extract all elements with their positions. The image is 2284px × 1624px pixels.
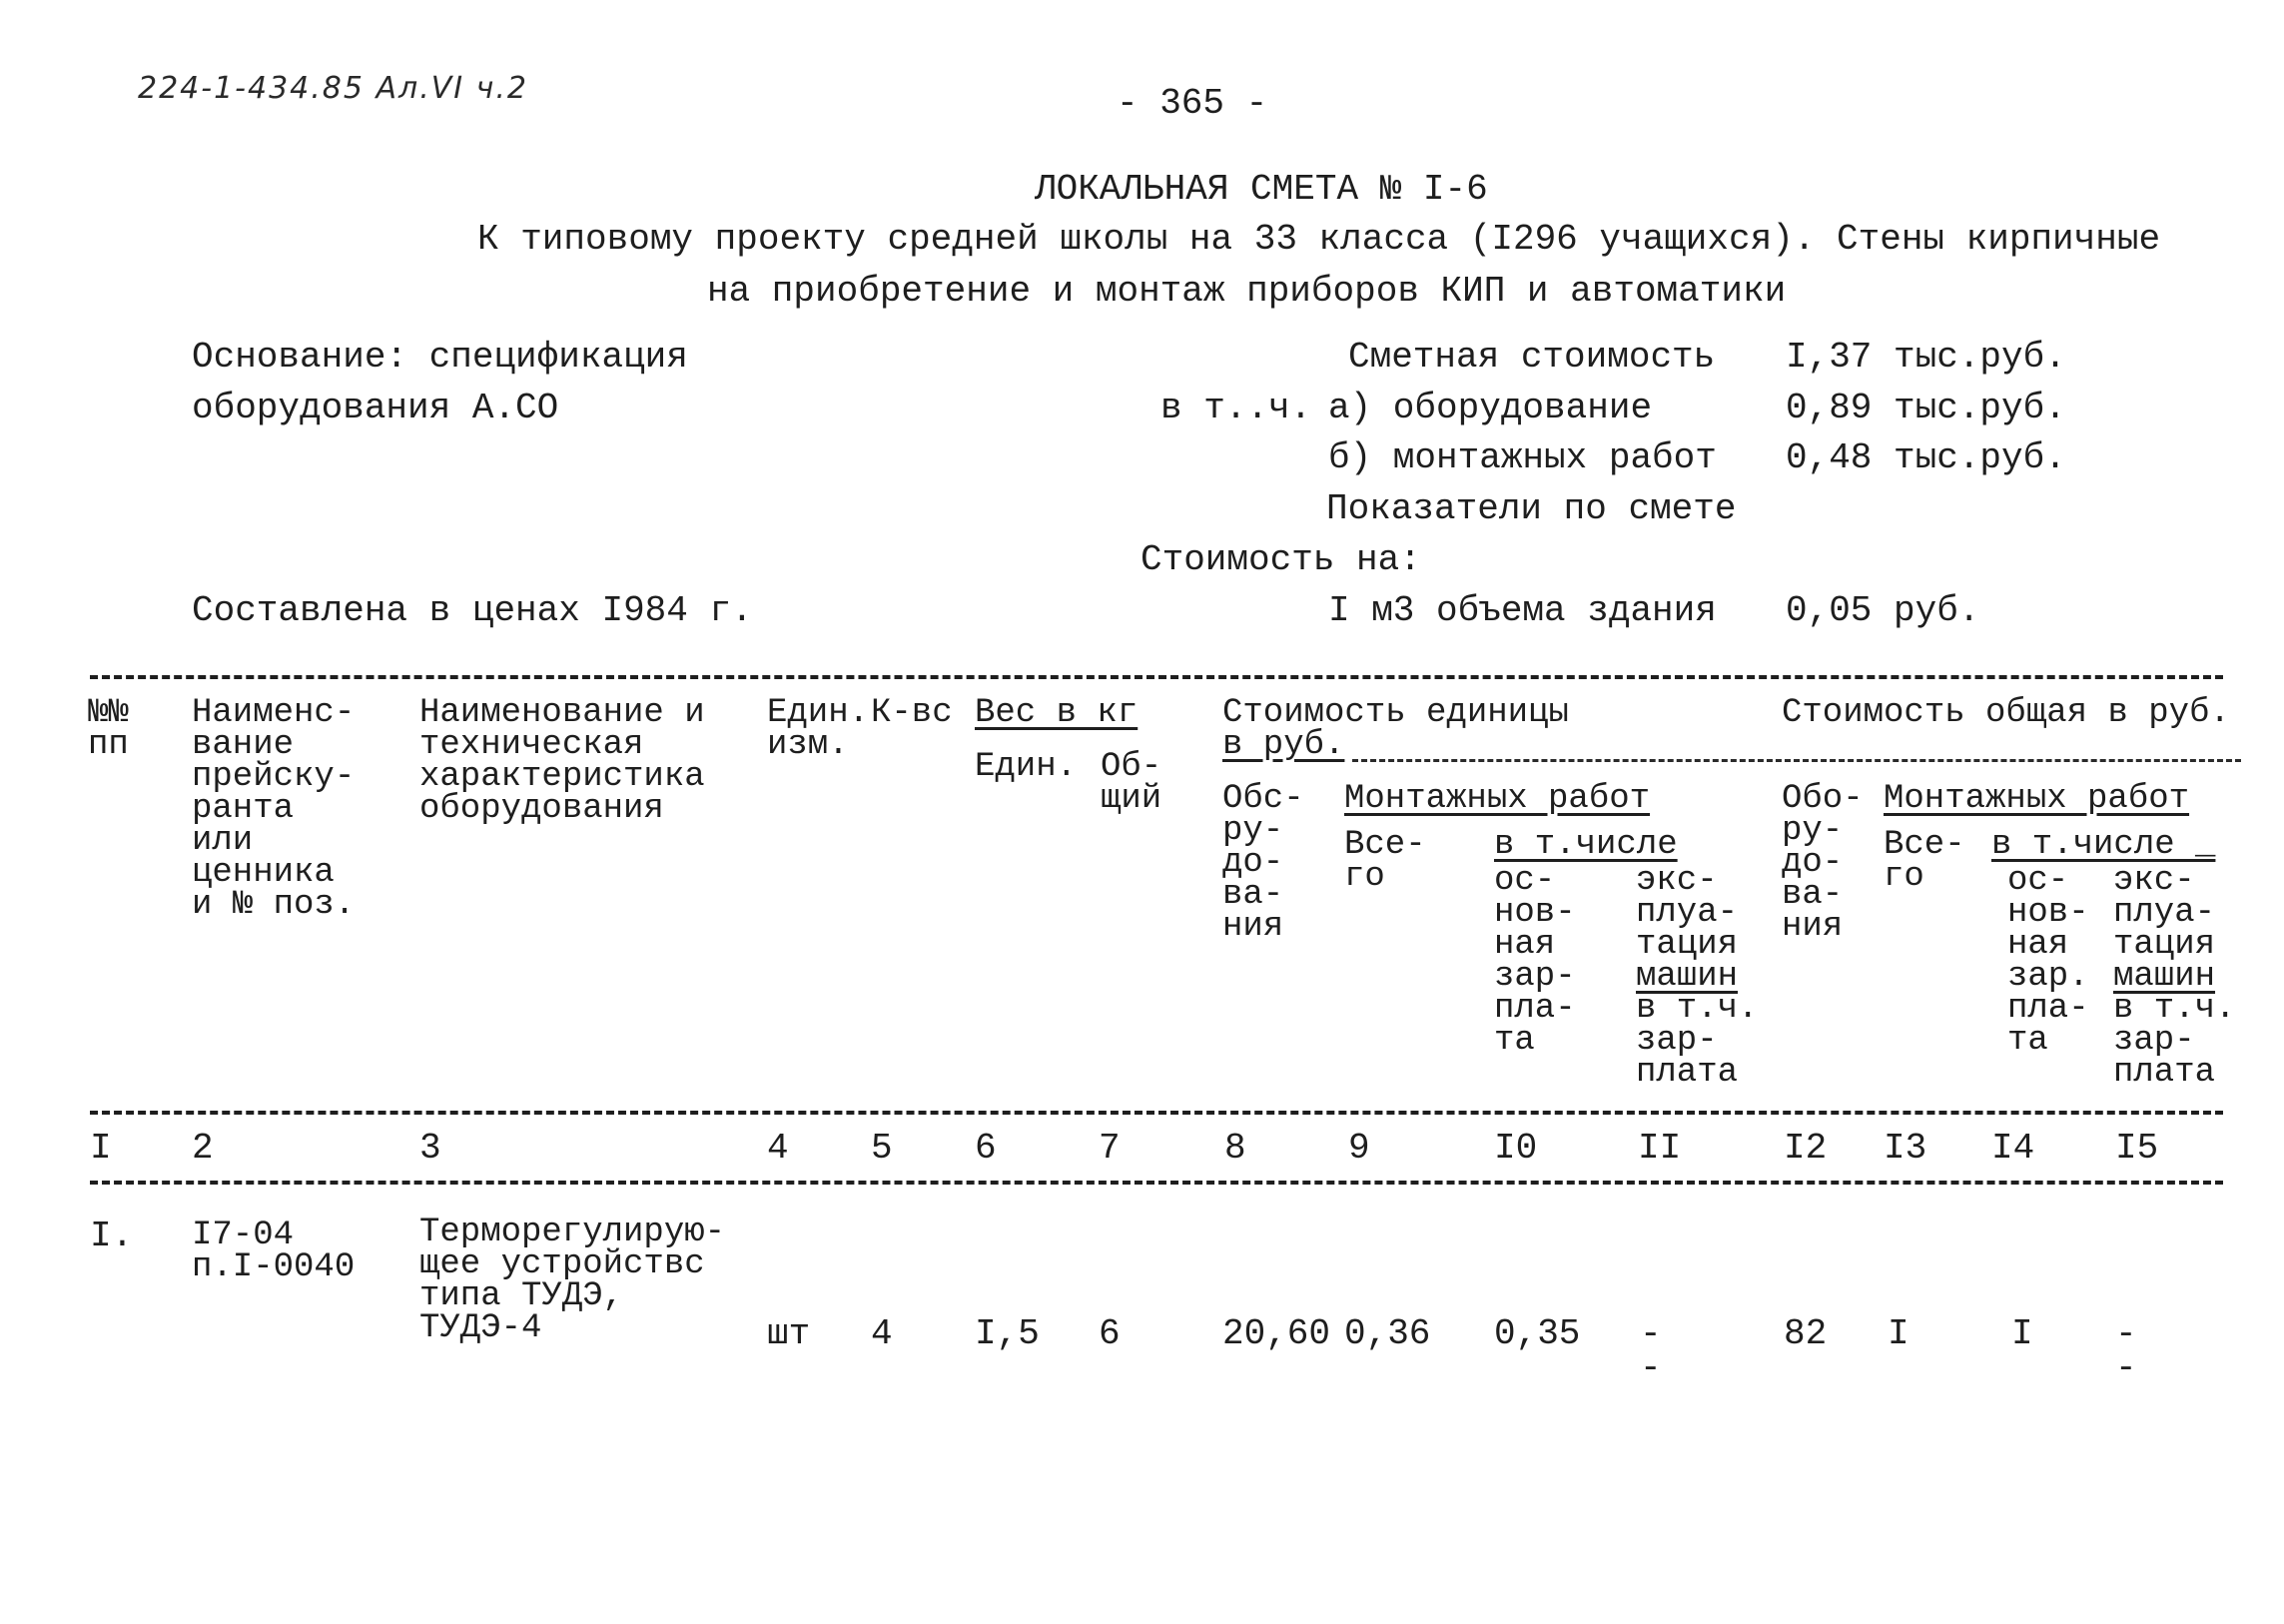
row-quantity: 4	[871, 1313, 893, 1354]
header-weight-unit: Един.	[975, 748, 1078, 786]
header-number: №№ пп	[88, 694, 129, 764]
header-unit-2: изм.	[767, 726, 849, 764]
header-price-list: Наименс- вание прейску- ранта или ценника и № поз.	[192, 694, 356, 924]
column-number: 8	[1224, 1128, 1246, 1169]
cost-value: I,37 тыс.руб.	[1786, 337, 2066, 378]
header-unit-cost: Стоимость единицы	[1222, 694, 1569, 732]
row-equipment-unit-cost: 20,60	[1222, 1313, 1331, 1354]
column-number: 9	[1348, 1128, 1370, 1169]
column-number: I3	[1884, 1128, 1927, 1169]
basis-line-2: оборудования А.СО	[192, 388, 559, 428]
column-number-rule	[90, 1181, 2223, 1185]
equipment-label: а) оборудование	[1328, 388, 1653, 428]
row-equipment-total: 82	[1784, 1313, 1828, 1354]
column-number: 6	[975, 1128, 997, 1169]
header-machine-unit-3: в т.ч. зар- плата	[1636, 990, 1759, 1092]
header-mount-total: Все- го	[1884, 826, 1965, 896]
cost-per-label: Стоимость на:	[1141, 539, 1421, 580]
document-title: ЛОКАЛЬНАЯ СМЕТА № I-6	[1035, 169, 1488, 210]
header-mounting: Монтажных работ	[1344, 780, 1651, 818]
header-mounting-2: Монтажных работ	[1884, 780, 2190, 818]
column-number: I5	[2115, 1128, 2159, 1169]
including-prefix: в т..ч.	[1160, 388, 1312, 428]
header-machine-total-3: в т.ч. зар- плата	[2113, 990, 2236, 1092]
row-unit: шт	[767, 1313, 811, 1354]
row-weight-unit: I,5	[975, 1313, 1040, 1354]
column-number: 2	[192, 1128, 214, 1169]
row-machine-unit-wage: -	[1640, 1347, 1662, 1388]
row-price-ref-2: п.I-0040	[192, 1248, 356, 1286]
header-bottom-rule	[90, 1111, 2223, 1115]
header-total-cost: Стоимость общая в руб.	[1782, 694, 2230, 732]
header-sub-rule	[1352, 759, 2241, 762]
column-number: I0	[1494, 1128, 1538, 1169]
row-mount-total: I	[1888, 1313, 1909, 1354]
header-quantity: К-вс	[871, 694, 953, 732]
header-machine-unit: экс- плуа- тация	[1636, 862, 1739, 964]
header-equipment-total: Обо- ру- до- ва- ния	[1782, 780, 1864, 946]
mounting-label: б) монтажных работ	[1328, 437, 1717, 478]
column-number: 3	[419, 1128, 441, 1169]
equipment-value: 0,89 тыс.руб.	[1786, 388, 2066, 428]
volume-label: I м3 объема здания	[1328, 590, 1717, 631]
column-number: I	[90, 1128, 112, 1169]
row-mount-total-unit: 0,36	[1344, 1313, 1431, 1354]
header-equipment-name: Наименование и техническая характеристика оборудования	[419, 694, 705, 828]
row-weight-total: 6	[1099, 1313, 1121, 1354]
volume-value: 0,05 руб.	[1786, 590, 1980, 631]
document-code: 224-1-434.85 Ал.VI ч.2	[138, 71, 528, 106]
mounting-value: 0,48 тыс.руб.	[1786, 437, 2066, 478]
header-mount-total-unit: Все- го	[1344, 826, 1426, 896]
header-wage-unit: ос- нов- ная зар- пла- та	[1494, 862, 1576, 1060]
row-equipment-name: Терморегулирую- щее устройствс типа ТУДЭ, ТУДЭ-4	[419, 1214, 726, 1347]
column-number: 4	[767, 1128, 789, 1169]
header-including-2: в т.числе _	[1991, 826, 2216, 864]
basis-line-1: Основание: спецификация	[192, 337, 688, 378]
subtitle-line-1: К типовому проекту средней школы на 33 класса (I296 учащихся). Стены кирпичные	[477, 219, 2161, 260]
page-number: - 365 -	[1117, 83, 1268, 124]
column-number: II	[1638, 1128, 1682, 1169]
row-wage-unit: 0,35	[1494, 1313, 1581, 1354]
row-machine-total: -	[2115, 1313, 2137, 1354]
row-machine-total-wage: -	[2115, 1347, 2137, 1388]
header-machine-unit-2: машин	[1636, 958, 1739, 996]
header-unit: Един.	[767, 694, 870, 732]
header-machine-total: экс- плуа- тация	[2113, 862, 2216, 964]
subtitle-line-2: на приобретение и монтаж приборов КИП и автоматики	[707, 271, 1787, 312]
column-number: 5	[871, 1128, 893, 1169]
header-machine-total-2: машин	[2113, 958, 2216, 996]
column-number: I4	[1991, 1128, 2035, 1169]
row-number: I.	[90, 1216, 134, 1256]
row-machine-unit: -	[1640, 1313, 1662, 1354]
header-unit-cost-2: в руб.	[1222, 726, 1345, 764]
header-weight: Вес в кг	[975, 694, 1139, 732]
header-weight-total: Об- щий	[1101, 748, 1162, 818]
header-wage-total: ос- нов- ная зар. пла- та	[2007, 862, 2089, 1060]
column-number: I2	[1784, 1128, 1828, 1169]
table-top-rule	[90, 675, 2223, 679]
indicators-label: Показатели по смете	[1326, 488, 1737, 529]
header-equipment-unit: Обс- ру- до- ва- ния	[1222, 780, 1304, 946]
compiled-prices: Составлена в ценах I984 г.	[192, 590, 753, 631]
cost-label: Сметная стоимость	[1348, 337, 1716, 378]
row-price-ref-1: I7-04	[192, 1217, 295, 1254]
header-including: в т.числе	[1494, 826, 1678, 864]
column-number: 7	[1099, 1128, 1121, 1169]
row-wage-total: I	[2011, 1313, 2033, 1354]
